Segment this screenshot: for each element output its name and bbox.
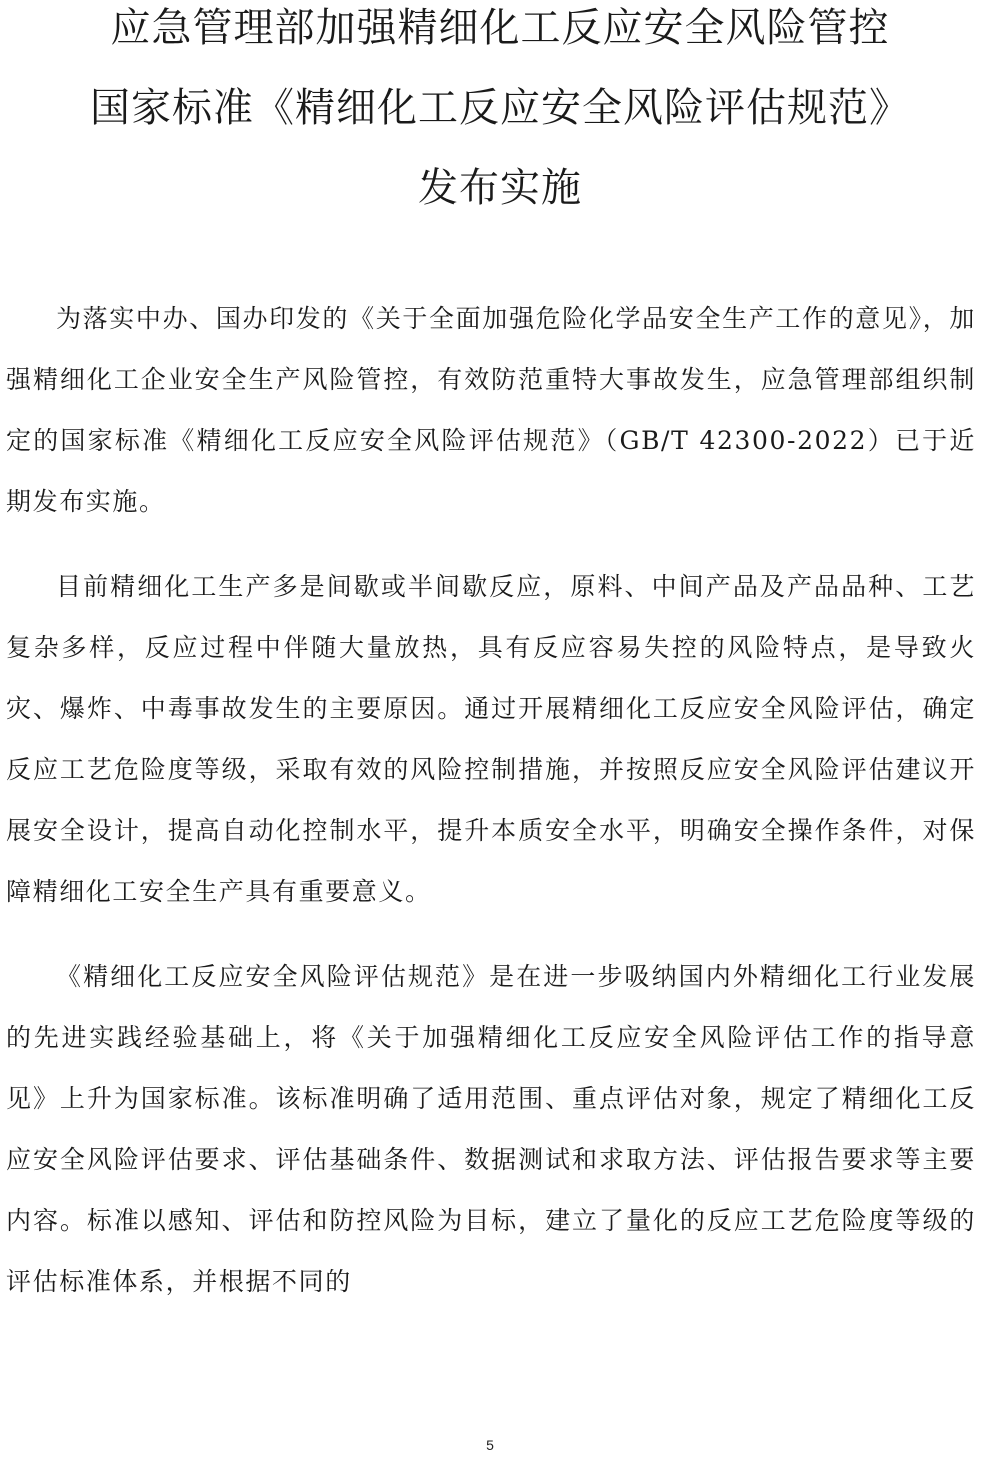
paragraph-background: 目前精细化工生产多是间歇或半间歇反应，原料、中间产品及产品品种、工艺复杂多样，反应过程中伴随大量放热，具有反应容易失控的风险特点，是导致火灾、爆炸、中毒事故发生的主要原因。通过开展精细化工反应安全风险评估，确定反应工艺危险度等级，采取有效的风险控制措施，并按照反应安全风险评估建议开展安全设计，提高自动化控制水平，提升本质安全水平，明确安全操作条件，对保障精细化工安全生产具有重要意义。 — [6, 572, 976, 906]
title-line-3: 发布实施 — [418, 165, 582, 211]
paragraph-intro: 为落实中办、国办印发的《关于全面加强危险化学品安全生产工作的意见》，加强精细化工企业安全生产风险管控，有效防范重特大事故发生，应急管理部组织制定的国家标准《精细化工反应安全风险评估规范》（GB/T 42300-2022）已于近期发布实施。 — [6, 304, 976, 516]
document-title — [0, 5, 1000, 248]
title-line-1: 应急管理部加强精细化工反应安全风险管控 — [110, 5, 890, 51]
page-number: 5 — [486, 1437, 494, 1453]
title-line-2: 国家标准《精细化工反应安全风险评估规范》 — [90, 85, 910, 131]
document-body — [6, 288, 976, 1336]
paragraph-standard-content: 《精细化工反应安全风险评估规范》是在进一步吸纳国内外精细化工行业发展的先进实践经验基础上，将《关于加强精细化工反应安全风险评估工作的指导意见》上升为国家标准。该标准明确了适用范围、重点评估对象，规定了精细化工反应安全风险评估要求、评估基础条件、数据测试和求取方法、评估报告要求等主要内容。标准以感知、评估和防控风险为目标，建立了量化的反应工艺危险度等级的评估标准体系，并根据不同的 — [6, 962, 976, 1296]
